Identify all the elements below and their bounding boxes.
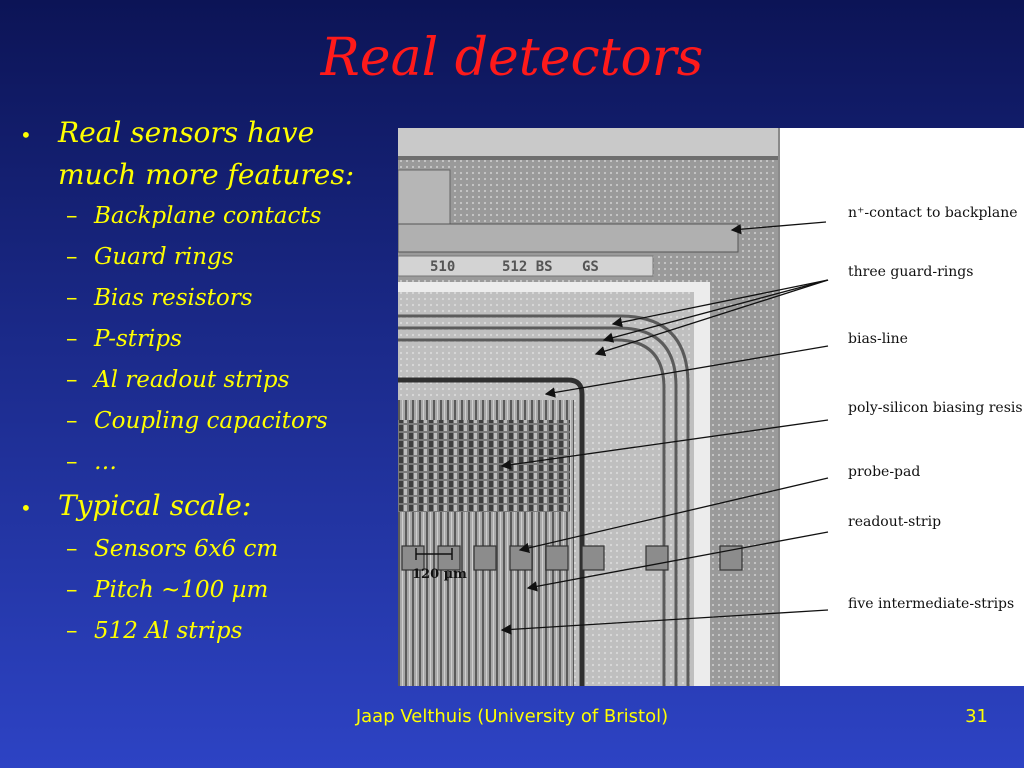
footer-author: Jaap Velthuis (University of Bristol) xyxy=(355,706,669,727)
sub-item xyxy=(66,401,400,442)
annotation-label: probe-pad xyxy=(848,464,921,480)
sub-item xyxy=(66,278,400,319)
sub-item-text: Guard rings xyxy=(94,244,234,270)
dash-marker: – xyxy=(66,367,78,393)
sub-item xyxy=(66,442,400,483)
chip-label: 510 xyxy=(430,259,456,275)
annotation-label: three guard-rings xyxy=(848,264,974,280)
dash-marker: – xyxy=(66,244,78,270)
bullet-list xyxy=(20,112,400,652)
detector-micrograph xyxy=(398,128,1024,686)
sub-list xyxy=(66,529,400,652)
bullet-marker: • xyxy=(20,496,32,520)
dash-marker: – xyxy=(66,408,78,434)
sub-item-text: Coupling capacitors xyxy=(94,408,328,434)
sub-list xyxy=(66,196,400,483)
annotation-label: bias-line xyxy=(848,331,908,347)
annotation-label: poly-silicon biasing resis xyxy=(848,400,1023,416)
dash-marker: – xyxy=(66,326,78,352)
annotation-label: n⁺-contact to backplane xyxy=(848,205,1018,221)
sub-item xyxy=(66,360,400,401)
sub-item xyxy=(66,196,400,237)
dash-marker: – xyxy=(66,285,78,311)
sub-item-text: … xyxy=(94,449,117,475)
bullet-text: Real sensors have much more features: xyxy=(58,116,355,191)
dash-marker: – xyxy=(66,577,78,603)
slide-title: Real detectors xyxy=(320,28,704,88)
chip-label: 512 BS xyxy=(502,259,553,275)
sub-item-text: P-strips xyxy=(94,326,182,352)
page-number: 31 xyxy=(965,706,988,727)
dash-marker: – xyxy=(66,618,78,644)
dash-marker: – xyxy=(66,203,78,229)
bullet-text: Typical scale: xyxy=(58,489,252,522)
annotation-label: readout-strip xyxy=(848,514,942,530)
sub-item-text: Al readout strips xyxy=(94,367,290,393)
sub-item xyxy=(66,611,400,652)
bullet-item xyxy=(20,112,400,196)
sub-item xyxy=(66,319,400,360)
sub-item-text: Pitch ~100 µm xyxy=(94,577,269,603)
chip-photo xyxy=(398,128,780,686)
bullet-marker: • xyxy=(20,123,32,147)
bullet-item xyxy=(20,485,400,529)
sub-item-text: Sensors 6x6 cm xyxy=(94,536,279,562)
sub-item xyxy=(66,237,400,278)
sub-item xyxy=(66,570,400,611)
dash-marker: – xyxy=(66,449,78,475)
sub-item-text: Bias resistors xyxy=(94,285,253,311)
scale-label: 120 µm xyxy=(412,567,467,582)
annotation-label: five intermediate-strips xyxy=(848,596,1015,612)
sub-item-text: 512 Al strips xyxy=(94,618,243,644)
dash-marker: – xyxy=(66,536,78,562)
micrograph-svg xyxy=(398,128,1024,686)
sub-item-text: Backplane contacts xyxy=(94,203,322,229)
sub-item xyxy=(66,529,400,570)
chip-label: GS xyxy=(582,259,599,275)
